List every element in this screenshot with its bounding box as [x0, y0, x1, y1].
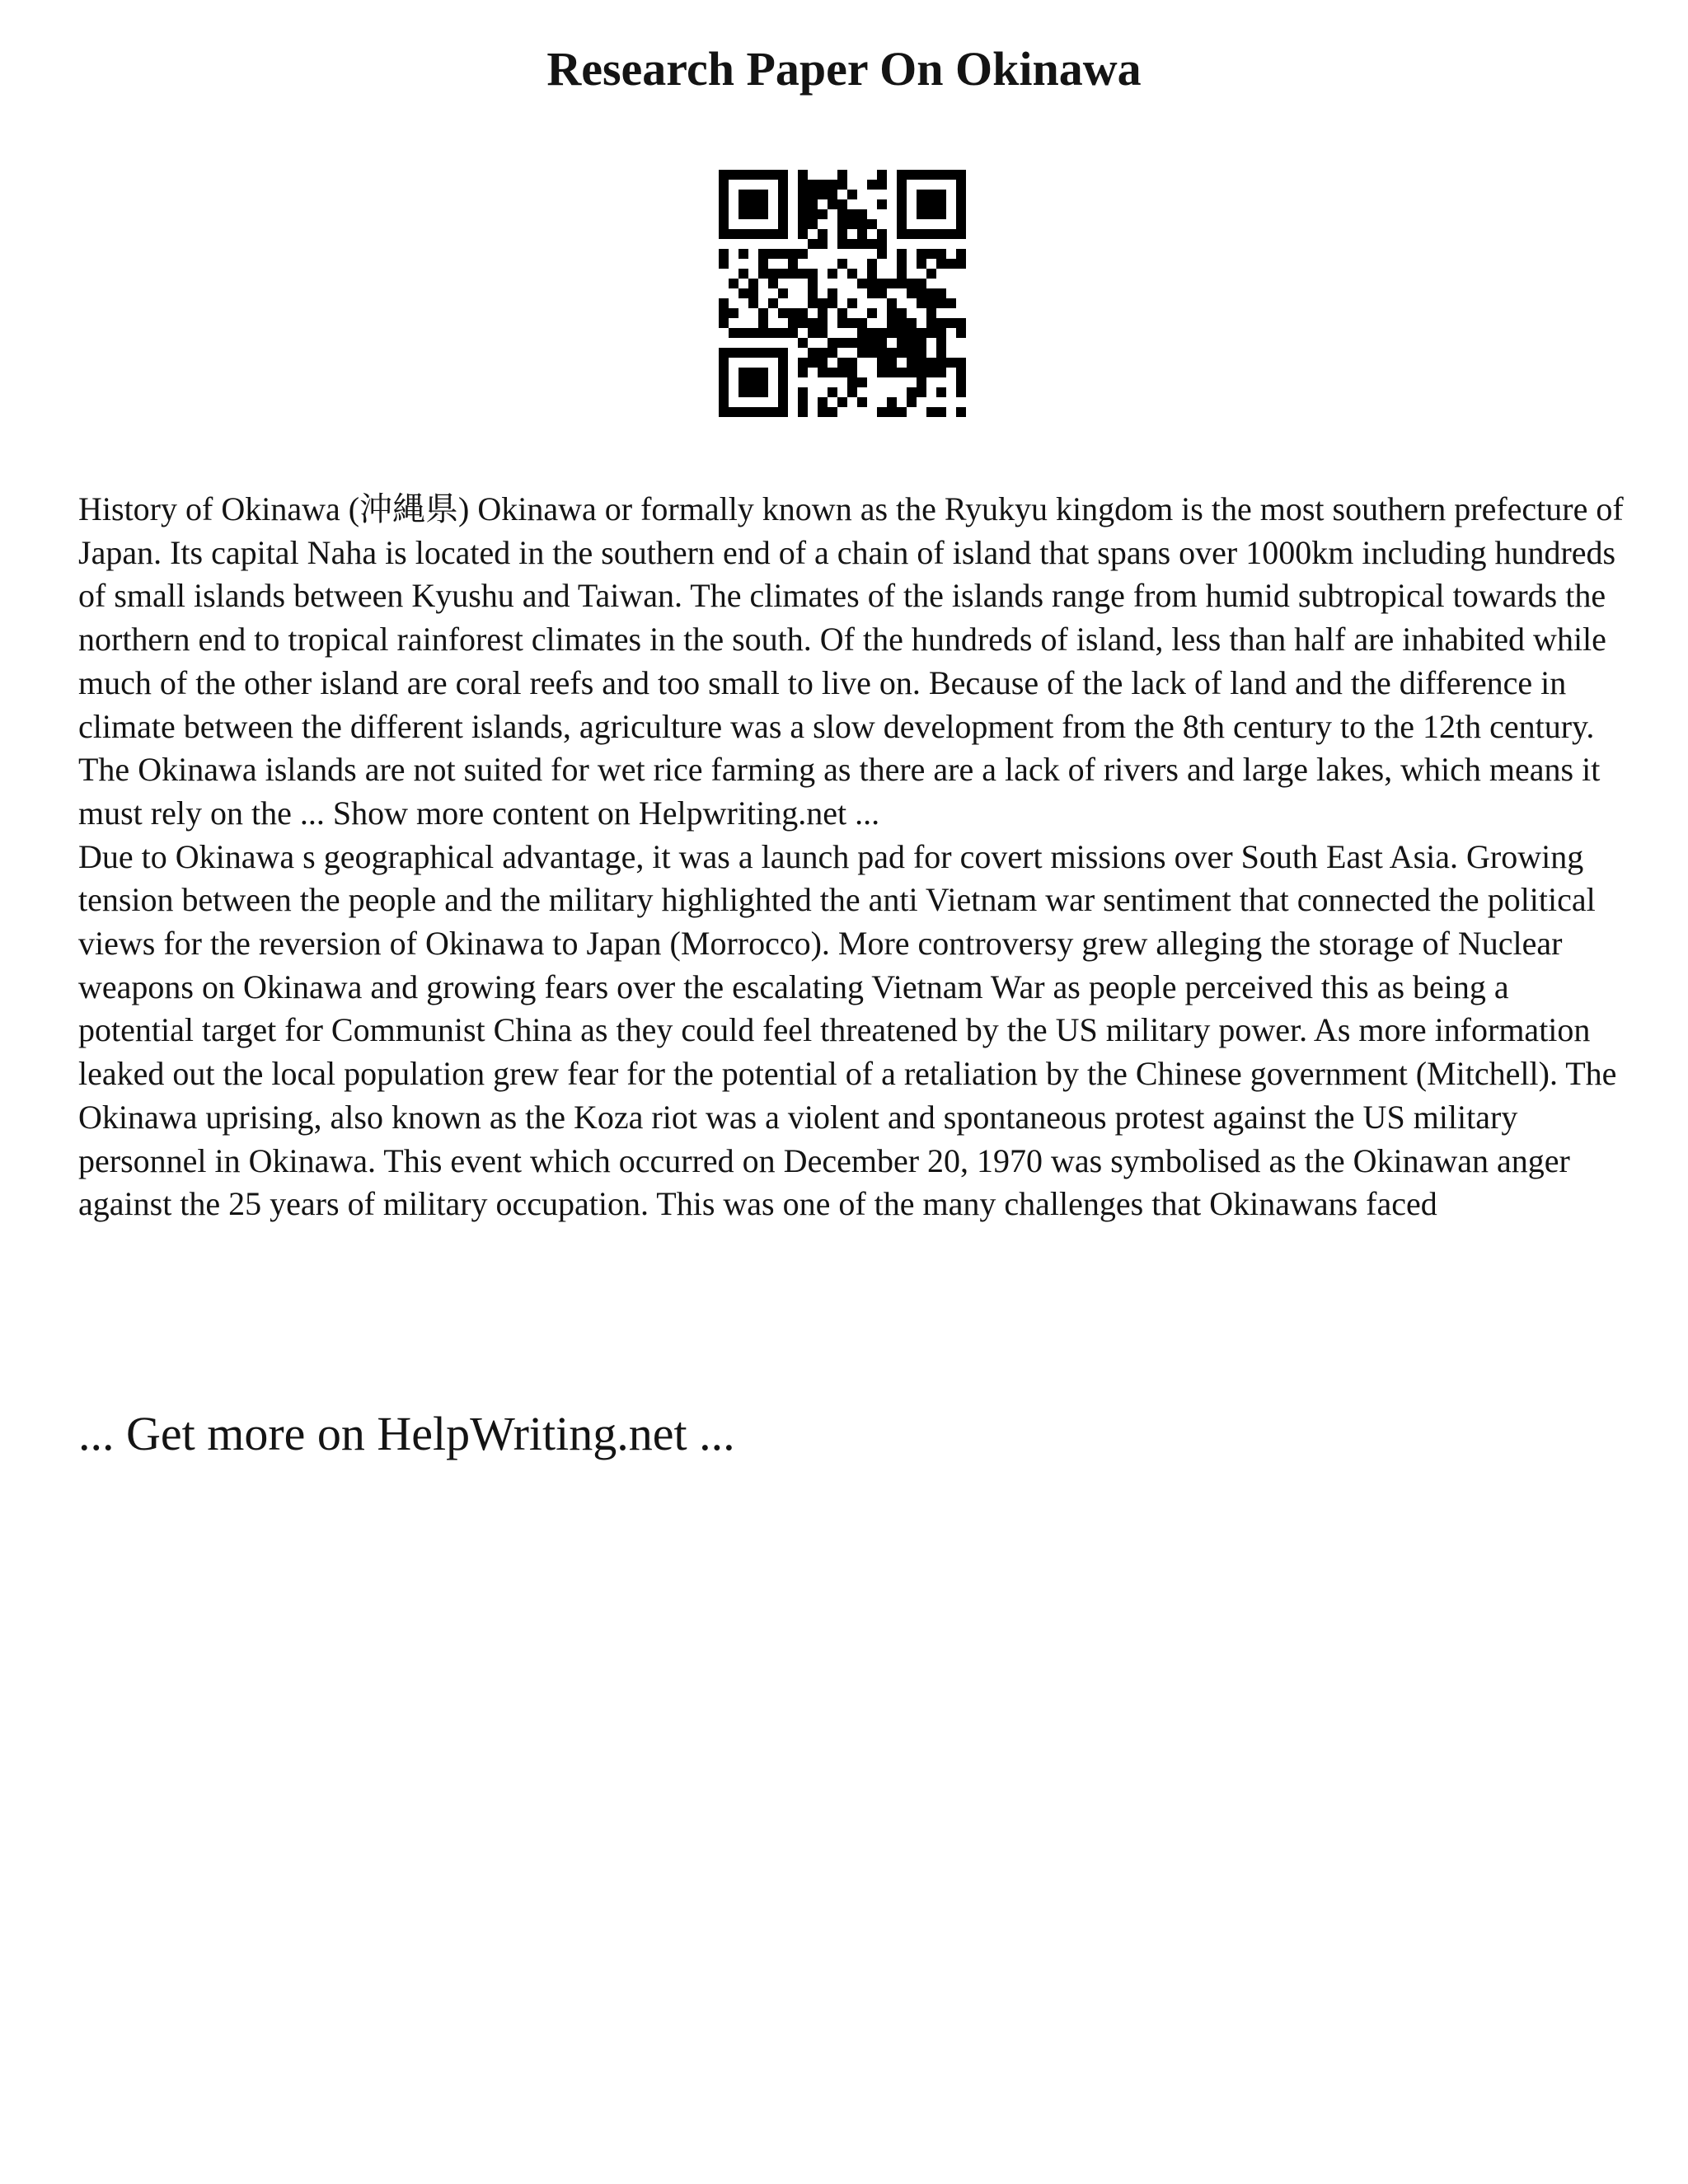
paragraph-reversion: Due to Okinawa s geographical advantage, it was a launch pad for covert missions over South East Asia. Growing tension between the people and the military highlighted the anti Vietnam war sentiment that connected the political views for the reversion of Okinawa to Japan (Morrocco). More controversy grew alleging the storage of Nuclear weapons on Okinawa and growing fears over the escalating Vietnam War as people perceived this as being a potential target for Communist China as they could feel threatened by the US military power. As more information leaked out the local population grew fear for the potential of a retaliation by the Chinese government (Mitchell). The Okinawa uprising, also known as the Koza riot was a violent and spontaneous protest against the US military personnel in Okinawa. This event which occurred on December 20, 1970 was symbolised as the Okinawan anger against the 25 years of military occupation. This was one of the many challenges that Okinawans faced [78, 837, 1617, 1223]
paragraph-history: History of Okinawa (沖縄県) Okinawa or formally known as the Ryukyu kingdom is the most southern prefecture of Japan. Its capital Naha is located in the southern end of a chain of island that spans over 1000km including hundreds of small islands between Kyushu and Taiwan. The climates of the islands range from humid subtropical towards the northern end to tropical rainforest climates in the south. Of the hundreds of island, less than half are inhabited while much of the other island are coral reefs and too small to live on. Because of the lack of land and the difference in climate between the different islands, agriculture was a slow development from the 8th century to the 12th century. The Okinawa islands are not suited for wet rice farming as there are a lack of rivers and large lakes, which means it must rely on the ... Show more content on Helpwriting.net ... [78, 490, 1624, 832]
qr-code-icon[interactable] [719, 170, 966, 417]
get-more-link[interactable]: ... Get more on HelpWriting.net ... [78, 1407, 735, 1460]
article-body [78, 488, 1628, 1226]
page-title: Research Paper On Okinawa [546, 42, 1142, 96]
